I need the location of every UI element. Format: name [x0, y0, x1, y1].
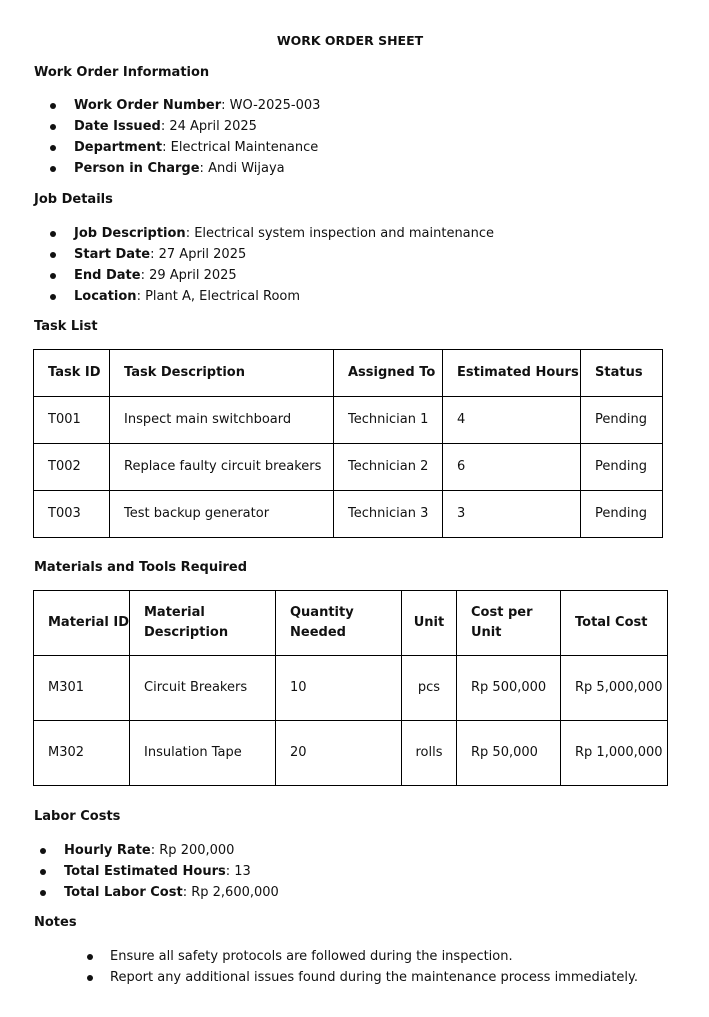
column-header: Total Cost: [561, 591, 668, 656]
list-item: Ensure all safety protocols are followed during the inspection.: [34, 946, 638, 967]
task-list-table: [33, 349, 663, 538]
table-header-row: [34, 350, 663, 397]
table-row: [34, 721, 668, 786]
table-cell: T001: [34, 397, 110, 444]
list-item: Location: Plant A, Electrical Room: [34, 286, 494, 307]
table-row: [34, 397, 663, 444]
list-item: End Date: 29 April 2025: [34, 265, 494, 286]
table-cell: Technician 3: [334, 491, 443, 538]
table-cell: 20: [276, 721, 402, 786]
table-cell: 10: [276, 656, 402, 721]
table-cell: Rp 1,000,000: [561, 721, 668, 786]
table-cell: 6: [443, 444, 581, 491]
table-cell: T003: [34, 491, 110, 538]
column-header: Material Description: [130, 591, 276, 656]
table-cell: Technician 2: [334, 444, 443, 491]
list-item: Hourly Rate: Rp 200,000: [24, 840, 279, 861]
list-item: Report any additional issues found during the maintenance process immediately.: [34, 967, 638, 988]
table-cell: Rp 500,000: [457, 656, 561, 721]
table-row: [34, 444, 663, 491]
table-cell: Rp 5,000,000: [561, 656, 668, 721]
table-cell: M302: [34, 721, 130, 786]
page-title: WORK ORDER SHEET: [276, 33, 424, 48]
column-header: Status: [581, 350, 663, 397]
table-cell: Technician 1: [334, 397, 443, 444]
column-header: Cost per Unit: [457, 591, 561, 656]
section-heading-work-order-info: Work Order Information: [34, 65, 210, 80]
section-heading-job-details: Job Details: [34, 192, 113, 207]
column-header: Material ID: [34, 591, 130, 656]
table-cell: 4: [443, 397, 581, 444]
list-item: Work Order Number: WO-2025-003: [34, 95, 320, 116]
list-item: Person in Charge: Andi Wijaya: [34, 158, 320, 179]
table-row: [34, 491, 663, 538]
labor-costs-list: [24, 840, 279, 903]
materials-table: [33, 590, 668, 786]
column-header: Task ID: [34, 350, 110, 397]
list-item: Department: Electrical Maintenance: [34, 137, 320, 158]
table-row: [34, 656, 668, 721]
section-heading-materials: Materials and Tools Required: [34, 560, 248, 575]
job-details-list: [34, 223, 494, 307]
section-heading-notes: Notes: [34, 915, 77, 930]
list-item: Total Labor Cost: Rp 2,600,000: [24, 882, 279, 903]
column-header: Quantity Needed: [276, 591, 402, 656]
section-heading-labor-costs: Labor Costs: [34, 809, 121, 824]
table-cell: M301: [34, 656, 130, 721]
table-cell: Test backup generator: [110, 491, 334, 538]
section-heading-task-list: Task List: [34, 319, 98, 334]
column-header: Unit: [402, 591, 457, 656]
table-cell: Inspect main switchboard: [110, 397, 334, 444]
list-item: Start Date: 27 April 2025: [34, 244, 494, 265]
notes-list: [34, 946, 638, 988]
work-order-info-list: [34, 95, 320, 179]
table-cell: Rp 50,000: [457, 721, 561, 786]
column-header: Estimated Hours: [443, 350, 581, 397]
table-cell: Replace faulty circuit breakers: [110, 444, 334, 491]
column-header: Assigned To: [334, 350, 443, 397]
table-cell: Circuit Breakers: [130, 656, 276, 721]
table-cell: Pending: [581, 397, 663, 444]
column-header: Task Description: [110, 350, 334, 397]
table-header-row: [34, 591, 668, 656]
table-cell: T002: [34, 444, 110, 491]
list-item: Date Issued: 24 April 2025: [34, 116, 320, 137]
list-item: Total Estimated Hours: 13: [24, 861, 279, 882]
table-cell: Pending: [581, 491, 663, 538]
table-cell: Insulation Tape: [130, 721, 276, 786]
table-cell: rolls: [402, 721, 457, 786]
table-cell: Pending: [581, 444, 663, 491]
table-cell: 3: [443, 491, 581, 538]
table-cell: pcs: [402, 656, 457, 721]
list-item: Job Description: Electrical system inspection and maintenance: [34, 223, 494, 244]
